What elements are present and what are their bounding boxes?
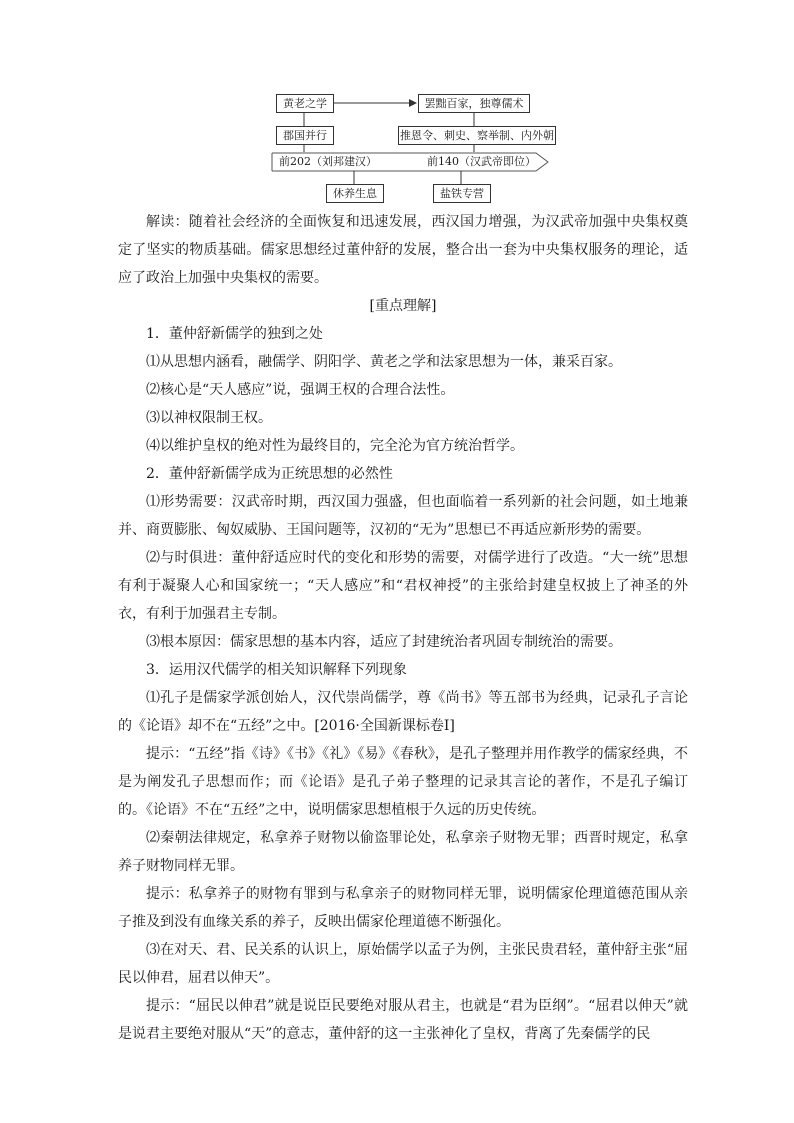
timeline-start-label: 前202（刘邦建汉） (279, 155, 377, 168)
point-1-1: ⑴从思想内涵看，融儒学、阴阳学、黄老之学和法家思想为一体，兼采百家。 (146, 354, 622, 370)
box-yantie: 盐铁专营 (433, 184, 491, 203)
point-1-2: ⑵核心是“天人感应”说，强调王权的合理合法性。 (146, 382, 455, 398)
hint-3-1: 提示：“五经”指《诗》《书》《礼》《易》《春秋》，是孔子整理并用作教学的儒家经典，不是为阐发孔子思想而作；而《论语》是孔子弟子整理的记录其言论的著作，不是孔子编订的。《论语》不在“五经”之中，说明儒家思想植根于久远的历史传统。 (118, 746, 688, 818)
point-1-4: ⑷以维护皇权的绝对性为最终目的，完全沦为官方统治哲学。 (146, 438, 524, 454)
hint-3-3: 提示：“屈民以伸君”就是说臣民要绝对服从君主，也就是“君为臣纲”。“屈君以伸天”就是说君主要绝对服从“天”的意志，董仲舒的这一主张神化了皇权，背离了先秦儒学的民 (118, 998, 688, 1042)
box-junguo: 郡国并行 (276, 126, 334, 145)
box-huanglao: 黄老之学 (276, 94, 334, 113)
box-tuien: 推恩令、刺史、察举制、内外朝 (398, 126, 556, 145)
timeline-end-label: 前140（汉武帝即位） (427, 155, 536, 168)
point-2-1: ⑴形势需要：汉武帝时期，西汉国力强盛，但也面临着一系列新的社会问题，如土地兼并、商贾膨胀、匈奴威胁、王国问题等，汉初的“无为”思想已不再适应新形势的需要。 (118, 494, 688, 538)
box-bachu: 罢黜百家，独尊儒术 (418, 94, 530, 113)
question-3-1: ⑴孔子是儒家学派创始人，汉代崇尚儒学，尊《尚书》等五部书为经典，记录孔子言论的《论语》却不在“五经”之中。[2016·全国新课标卷Ⅰ] (118, 690, 688, 734)
interpretation-paragraph: 解读：随着社会经济的全面恢复和迅速发展，西汉国力增强，为汉武帝加强中央集权奠定了坚实的物质基础。儒家思想经过董仲舒的发展，整合出一套为中央集权服务的理论，适应了政治上加强中央集权的需要。 (118, 214, 688, 286)
diagram-lines (0, 0, 794, 210)
subheading-2: 2．董仲舒新儒学成为正统思想的必然性 (146, 466, 393, 482)
point-2-2: ⑵与时俱进：董仲舒适应时代的变化和形势的需要，对儒学进行了改造。“大一统”思想有利于凝聚人心和国家统一；“天人感应”和“君权神授”的主张给封建皇权披上了神圣的外衣，有利于加强君主专制。 (118, 550, 688, 622)
subheading-3: 3．运用汉代儒学的相关知识解释下列现象 (146, 662, 407, 678)
question-3-2: ⑵秦朝法律规定，私拿养子财物以偷盗罪论处，私拿亲子财物无罪；西晋时规定，私拿养子财物同样无罪。 (118, 830, 688, 874)
history-flow-diagram (0, 0, 794, 210)
section-heading: [重点理解] (369, 298, 437, 314)
subheading-1: 1．董仲舒新儒学的独到之处 (146, 326, 323, 342)
main-text (118, 208, 688, 1048)
box-xiuyang: 休养生息 (326, 184, 384, 203)
hint-3-2: 提示：私拿养子的财物有罪到与私拿亲子的财物同样无罪，说明儒家伦理道德范围从亲子推及到没有血缘关系的养子，反映出儒家伦理道德不断强化。 (118, 886, 688, 930)
point-2-3: ⑶根本原因：儒家思想的基本内容，适应了封建统治者巩固专制统治的需要。 (146, 634, 622, 650)
point-1-3: ⑶以神权限制王权。 (146, 410, 272, 426)
question-3-3: ⑶在对天、君、民关系的认识上，原始儒学以孟子为例，主张民贵君轻，董仲舒主张“屈民以伸君，屈君以伸天”。 (118, 942, 688, 986)
